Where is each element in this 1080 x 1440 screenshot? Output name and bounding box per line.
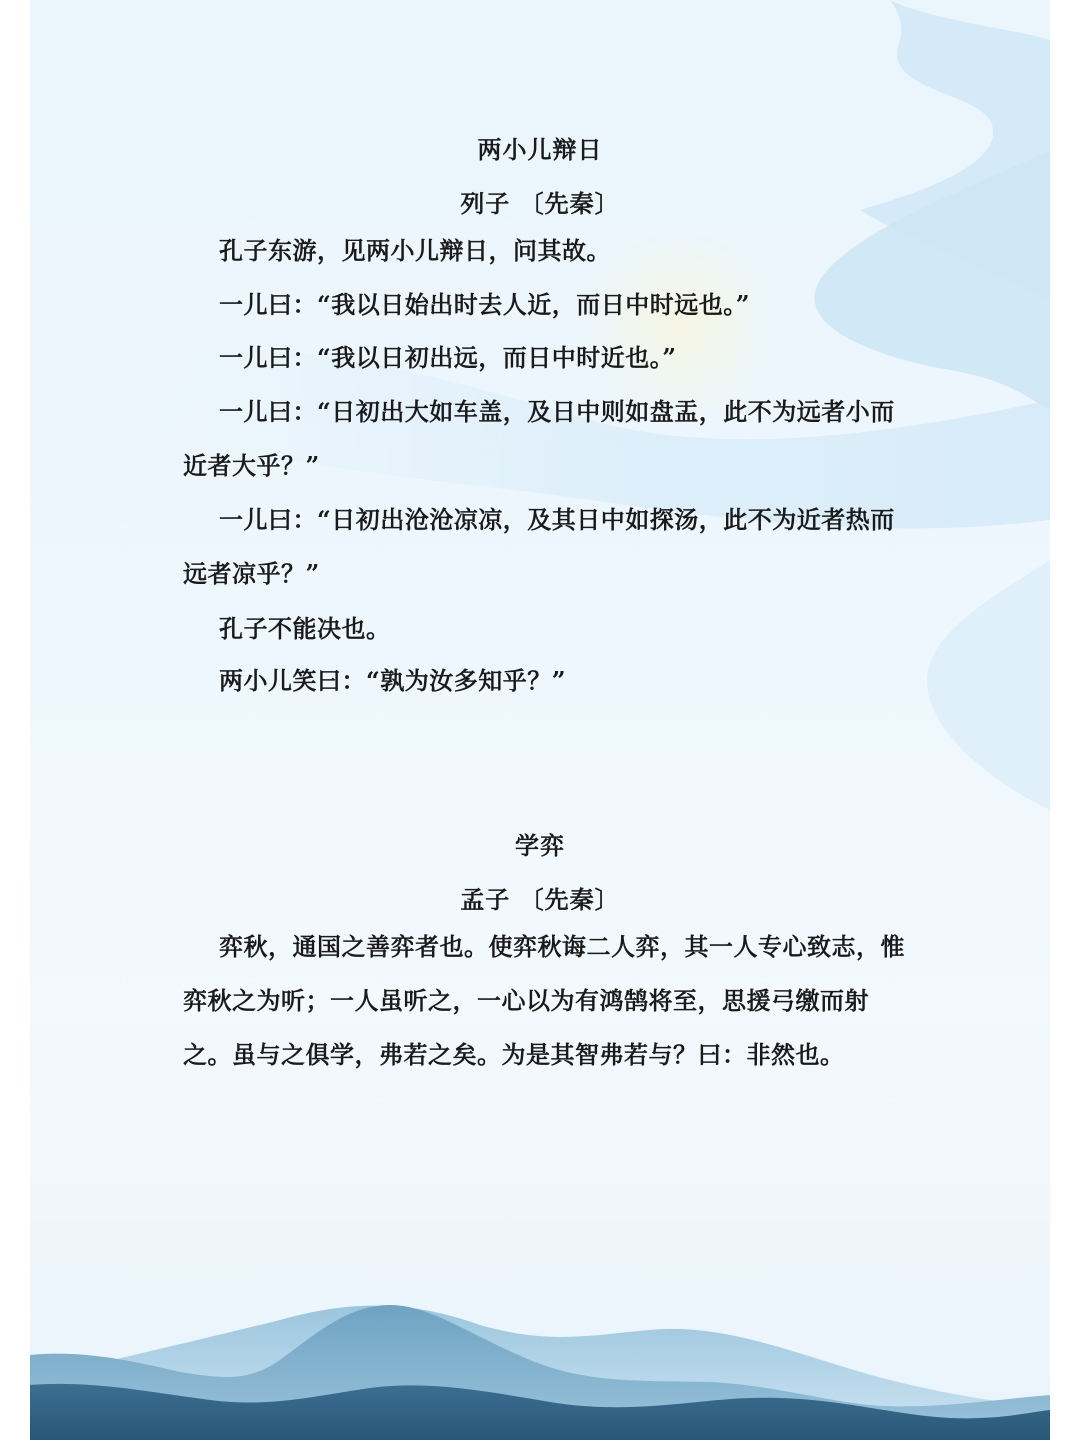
poem1-paragraph-7: 两小儿笑曰：“孰为汝多知乎？” bbox=[219, 666, 567, 695]
poem1-paragraph-2: 一儿曰：“我以日始出时去人近，而日中时远也。” bbox=[219, 290, 751, 319]
poem2-paragraph-1: 弈秋，通国之善弈者也。使弈秋诲二人弈，其一人专心致志，惟弈秋之为听；一人虽听之，一心以为有鸿鹄将至，思援弓缴而射之。虽与之俱学，弗若之矣。为是其智弗若与？曰：非然也。 bbox=[183, 932, 905, 1069]
poem1-title: 两小儿辩日 bbox=[477, 135, 603, 164]
poem1-paragraph-6: 孔子不能决也。 bbox=[219, 614, 391, 643]
poem2-title: 学弈 bbox=[515, 831, 565, 860]
poem2-author: 孟子 〔先秦〕 bbox=[460, 885, 620, 914]
poem1-author: 列子 〔先秦〕 bbox=[460, 189, 620, 218]
poem1-paragraph-1: 孔子东游，见两小儿辩日，问其故。 bbox=[219, 236, 611, 265]
poem1-paragraph-5: 一儿曰：“日初出沧沧凉凉，及其日中如探汤，此不为近者热而远者凉乎？” bbox=[183, 505, 895, 588]
poem1-paragraph-3: 一儿曰：“我以日初出远，而日中时近也。” bbox=[219, 343, 677, 372]
poem1-paragraph-4: 一儿曰：“日初出大如车盖，及日中则如盘盂，此不为远者小而近者大乎？” bbox=[183, 397, 895, 480]
